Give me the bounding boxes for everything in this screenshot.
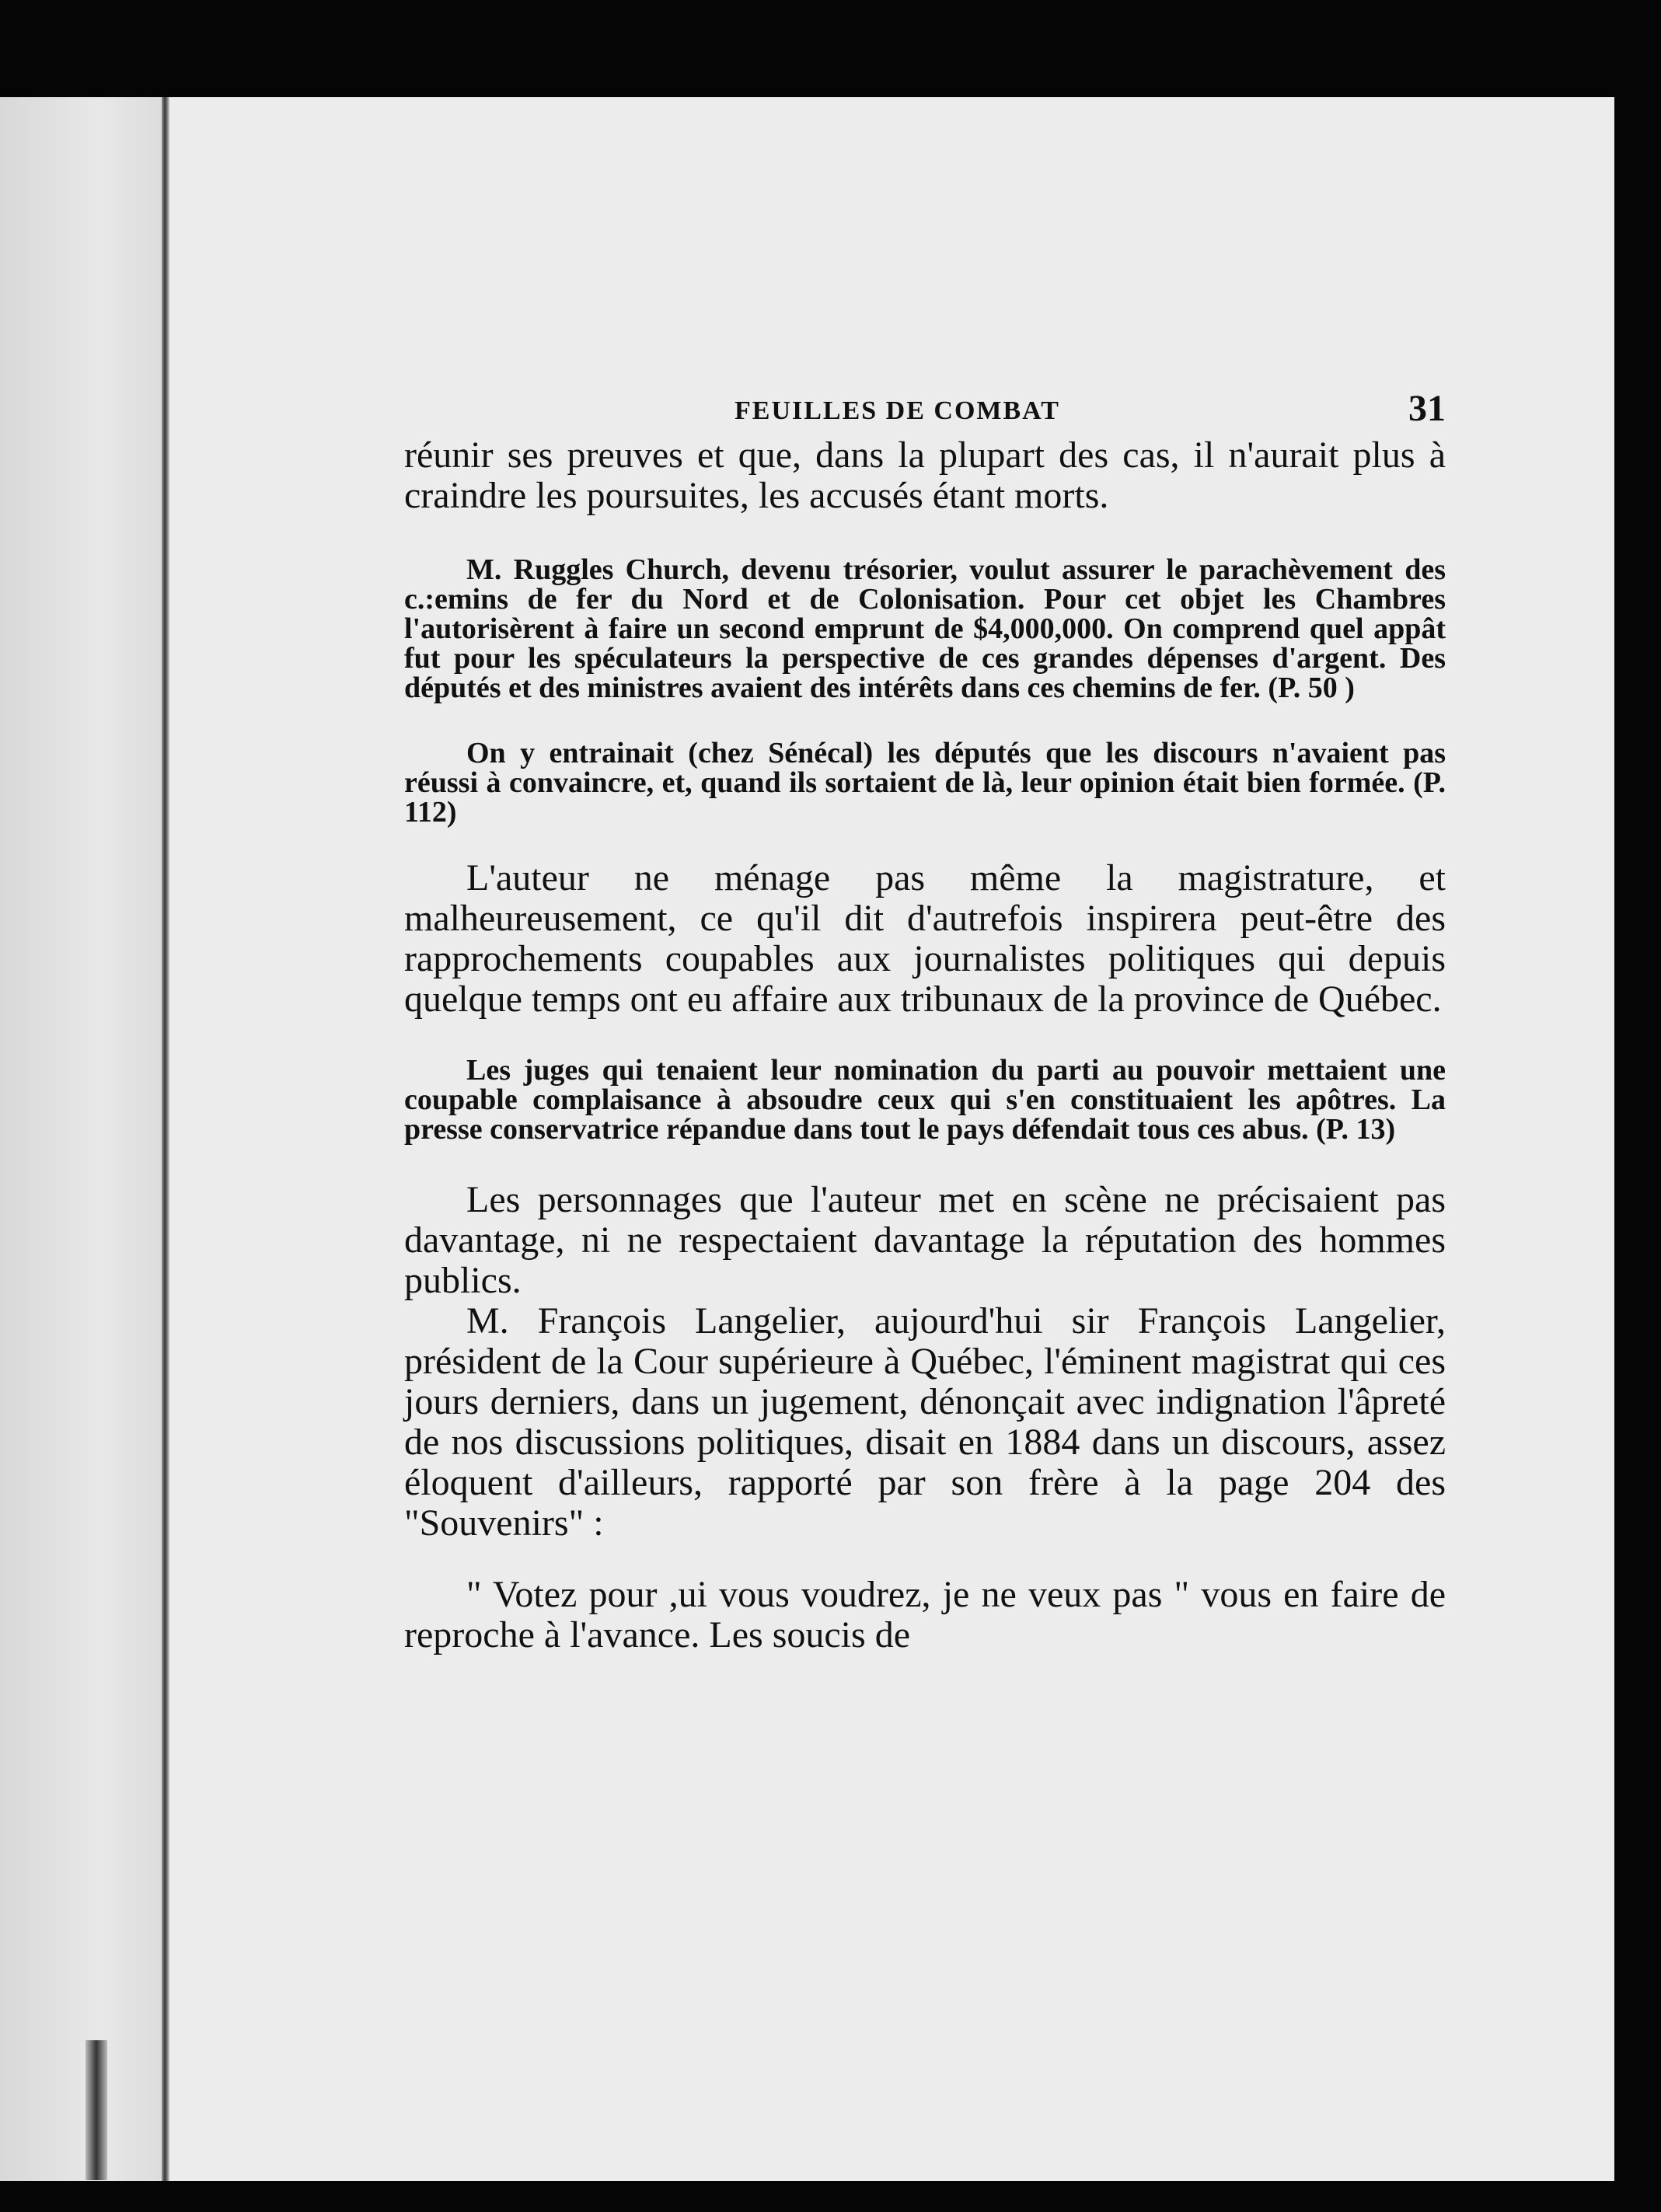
paragraph-magistrature: L'auteur ne ménage pas même la magistrature, et malheureusement, ce qu'il dit d'autrefois inspirera peut-être des rapprochements coupables aux journalistes politiques qui depuis quelque temps ont eu affaire aux tribunaux de la province de Québec. [404,857,1446,1020]
quote-senecal: On y entrainait (chez Sénécal) les députés que les discours n'avaient pas réussi à convaincre, et, quand ils sortaient de là, leur opinion était bien formée. (P. 112) [404,737,1446,829]
paragraph-langelier: M. François Langelier, aujourd'hui sir François Langelier, président de la Cour supérieure à Québec, l'éminent magistrat qui ces jours derniers, dans un jugement, dénonçait avec indignation l'âpreté de nos discussions politiques, disait en 1884 dans un discours, assez éloquent d'ailleurs, rapporté par son frère à la page 204 des "Souvenirs" : [404,1300,1446,1544]
gutter-shadow [85,2040,107,2180]
page-number: 31 [1408,388,1446,429]
scan-border-bottom [0,2181,1661,2212]
paragraph-personnages: Les personnages que l'auteur met en scène ne précisaient pas davantage, ni ne respectaient davantage la réputation des hommes publics. [404,1179,1446,1301]
facing-page-edge [0,97,163,2181]
quote-juges: Les juges qui tenaient leur nomination du parti au pouvoir mettaient une coupable complaisance à absoudre ceux qui s'en constituaient les apôtres. La presse conservatrice répandue dans tout le pays défendait tous ces abus. (P. 13) [404,1054,1446,1146]
book-gutter [162,97,169,2181]
scan-border-top [0,0,1661,97]
book-page [0,97,1614,2181]
page-content [404,381,1446,1656]
quote-ruggles-church: M. Ruggles Church, devenu trésorier, voulut assurer le parachèvement des c.:emins de fer du Nord et de Colonisation. Pour cet objet les Chambres l'autorisèrent à faire un second emprunt de $4,000,000. On comprend quel appât fut pour les spéculateurs la perspective de ces grandes dépenses d'argent. Des députés et des ministres avaient des intérêts dans ces chemins de fer. (P. 50 ) [404,553,1446,704]
page-header [404,381,1446,435]
paragraph-continuation: réunir ses preuves et que, dans la plupart des cas, il n'aurait plus à craindre les poursuites, les accusés étant morts. [404,434,1446,516]
running-title: FEUILLES DE COMBAT [735,396,1060,425]
paragraph-votez: " Votez pour ,ui vous voudrez, je ne veux pas " vous en faire de reproche à l'avance. Les soucis de [404,1574,1446,1656]
scan-border-right [1614,0,1661,2212]
